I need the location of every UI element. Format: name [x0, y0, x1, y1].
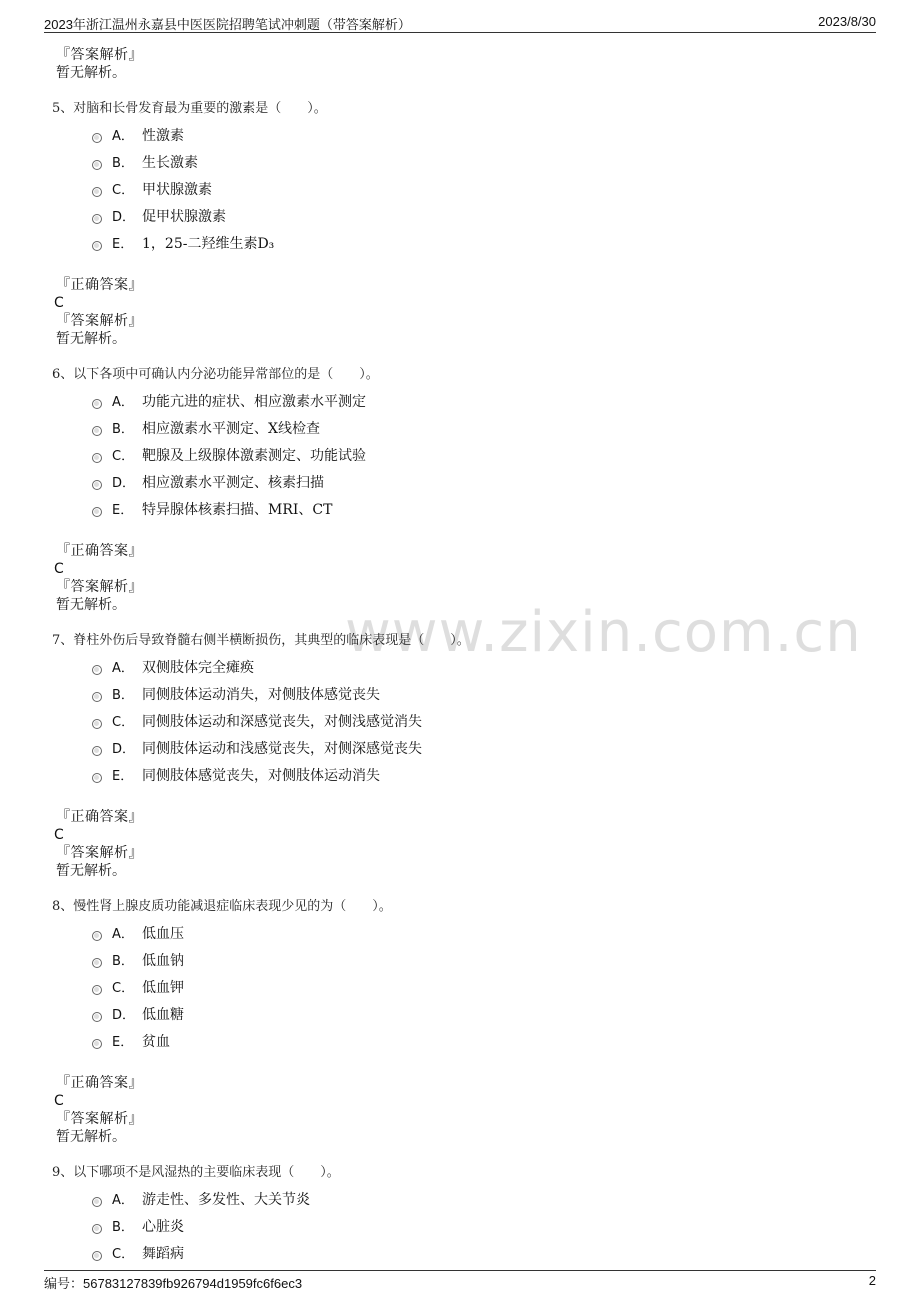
radio-icon[interactable]: [92, 931, 102, 941]
analysis-text: 暂无解析。: [56, 65, 126, 81]
correct-answer-label: 『正确答案』: [56, 1075, 143, 1091]
option-key: B．: [112, 156, 134, 171]
option-key: B．: [112, 688, 134, 703]
page-number: 2: [868, 1273, 876, 1288]
question-8: [52, 898, 872, 1146]
correct-answer: C: [54, 295, 64, 311]
option-key: E．: [112, 237, 134, 252]
radio-icon[interactable]: [92, 985, 102, 995]
analysis-label: 『答案解析』: [56, 1111, 143, 1127]
option-text: 相应激素水平测定、核素扫描: [142, 474, 324, 491]
option-text: 低血压: [142, 925, 184, 942]
option-a[interactable]: [92, 1185, 872, 1212]
answer-block: [52, 808, 872, 880]
option-list: [92, 387, 872, 522]
option-d[interactable]: [92, 1000, 872, 1027]
option-b[interactable]: [92, 148, 872, 175]
option-text: 游走性、多发性、大关节炎: [142, 1191, 310, 1208]
radio-icon[interactable]: [92, 692, 102, 702]
option-text: 同侧肢体运动和浅感觉丧失，对侧深感觉丧失: [142, 740, 422, 757]
option-text: 特异腺体核素扫描、MRI、CT: [142, 501, 333, 518]
page-footer: [44, 1270, 876, 1295]
page-content: [52, 46, 872, 1266]
analysis-label: 『答案解析』: [56, 313, 143, 329]
radio-icon[interactable]: [92, 187, 102, 197]
question-stem: 6、以下各项中可确认内分泌功能异常部位的是（ ）。: [52, 367, 379, 382]
option-key: D．: [112, 476, 136, 491]
radio-icon[interactable]: [92, 160, 102, 170]
option-e[interactable]: [92, 495, 872, 522]
question-9: [52, 1164, 872, 1266]
option-text: 功能亢进的症状、相应激素水平测定: [142, 393, 366, 410]
radio-icon[interactable]: [92, 1039, 102, 1049]
option-a[interactable]: [92, 121, 872, 148]
option-key: C．: [112, 715, 135, 730]
option-list: [92, 653, 872, 788]
radio-icon[interactable]: [92, 665, 102, 675]
option-a[interactable]: [92, 387, 872, 414]
option-key: C．: [112, 449, 135, 464]
option-list: [92, 1185, 872, 1266]
option-text: 贫血: [142, 1033, 170, 1050]
answer-block: [52, 542, 872, 614]
correct-answer-label: 『正确答案』: [56, 543, 143, 559]
option-text: 1，25-二羟维生素D₃: [142, 235, 275, 252]
option-text: 低血钠: [142, 952, 184, 969]
question-stem: 7、脊柱外伤后导致脊髓右侧半横断损伤，其典型的临床表现是（ ）。: [52, 633, 470, 648]
option-key: E．: [112, 1035, 134, 1050]
option-c[interactable]: [92, 175, 872, 202]
option-e[interactable]: [92, 1027, 872, 1054]
option-c[interactable]: [92, 1239, 872, 1266]
analysis-label: 『答案解析』: [56, 845, 143, 861]
option-b[interactable]: [92, 1212, 872, 1239]
option-key: C．: [112, 981, 135, 996]
correct-answer: C: [54, 561, 64, 577]
option-key: E．: [112, 769, 134, 784]
radio-icon[interactable]: [92, 399, 102, 409]
option-list: [92, 919, 872, 1054]
radio-icon[interactable]: [92, 1197, 102, 1207]
radio-icon[interactable]: [92, 746, 102, 756]
answer-block: [52, 1074, 872, 1146]
option-key: E．: [112, 503, 134, 518]
analysis-text: 暂无解析。: [56, 597, 126, 613]
option-b[interactable]: [92, 946, 872, 973]
option-text: 同侧肢体运动消失，对侧肢体感觉丧失: [142, 686, 380, 703]
question-6: [52, 366, 872, 614]
option-key: C．: [112, 183, 135, 198]
radio-icon[interactable]: [92, 507, 102, 517]
option-key: D．: [112, 210, 136, 225]
watermark: www.zixin.com.cn: [345, 600, 862, 665]
option-key: B．: [112, 954, 134, 969]
option-text: 甲状腺激素: [142, 181, 212, 198]
option-b[interactable]: [92, 414, 872, 441]
option-b[interactable]: [92, 680, 872, 707]
correct-answer: C: [54, 1093, 64, 1109]
option-key: A．: [112, 129, 134, 144]
correct-answer-label: 『正确答案』: [56, 809, 143, 825]
option-key: B．: [112, 1220, 134, 1235]
analysis-text: 暂无解析。: [56, 331, 126, 347]
question-7: [52, 632, 872, 880]
option-key: C．: [112, 1247, 135, 1262]
question-stem: 9、以下哪项不是风湿热的主要临床表现（ ）。: [52, 1165, 340, 1180]
option-c[interactable]: [92, 707, 872, 734]
option-text: 促甲状腺激素: [142, 208, 226, 225]
option-key: A．: [112, 927, 134, 942]
radio-icon[interactable]: [92, 1224, 102, 1234]
radio-icon[interactable]: [92, 214, 102, 224]
radio-icon[interactable]: [92, 1251, 102, 1261]
radio-icon[interactable]: [92, 426, 102, 436]
radio-icon[interactable]: [92, 958, 102, 968]
option-a[interactable]: [92, 919, 872, 946]
radio-icon[interactable]: [92, 719, 102, 729]
answer-block: [52, 276, 872, 348]
option-text: 双侧肢体完全瘫痪: [142, 659, 254, 676]
option-e[interactable]: [92, 229, 872, 256]
question-stem: 5、对脑和长骨发育最为重要的激素是（ ）。: [52, 101, 327, 116]
option-text: 靶腺及上级腺体激素测定、功能试验: [142, 447, 366, 464]
option-list: [92, 121, 872, 256]
option-text: 低血钾: [142, 979, 184, 996]
option-key: D．: [112, 1008, 136, 1023]
option-text: 相应激素水平测定、X线检查: [142, 420, 320, 437]
radio-icon[interactable]: [92, 241, 102, 251]
option-key: A．: [112, 395, 134, 410]
radio-icon[interactable]: [92, 133, 102, 143]
option-a[interactable]: [92, 653, 872, 680]
analysis-label: 『答案解析』: [56, 579, 143, 595]
radio-icon[interactable]: [92, 773, 102, 783]
question-stem: 8、慢性肾上腺皮质功能减退症临床表现少见的为（ ）。: [52, 899, 392, 914]
document-date: 2023/8/30: [818, 14, 876, 29]
option-e[interactable]: [92, 761, 872, 788]
radio-icon[interactable]: [92, 1012, 102, 1022]
page-header: [44, 12, 876, 33]
option-text: 舞蹈病: [142, 1245, 184, 1262]
option-text: 同侧肢体运动和深感觉丧失，对侧浅感觉消失: [142, 713, 422, 730]
option-key: B．: [112, 422, 134, 437]
option-key: A．: [112, 1193, 134, 1208]
option-d[interactable]: [92, 734, 872, 761]
option-text: 同侧肢体感觉丧失，对侧肢体运动消失: [142, 767, 380, 784]
radio-icon[interactable]: [92, 453, 102, 463]
question-5: [52, 100, 872, 348]
option-text: 性激素: [142, 127, 184, 144]
option-c[interactable]: [92, 973, 872, 1000]
document-title: 2023年浙江温州永嘉县中医医院招聘笔试冲刺题（带答案解析）: [44, 17, 411, 32]
option-c[interactable]: [92, 441, 872, 468]
analysis-label: 『答案解析』: [56, 47, 143, 63]
option-d[interactable]: [92, 468, 872, 495]
analysis-text: 暂无解析。: [56, 1129, 126, 1145]
option-text: 生长激素: [142, 154, 198, 171]
correct-answer: C: [54, 827, 64, 843]
option-d[interactable]: [92, 202, 872, 229]
option-key: A．: [112, 661, 134, 676]
option-text: 低血糖: [142, 1006, 184, 1023]
correct-answer-label: 『正确答案』: [56, 277, 143, 293]
radio-icon[interactable]: [92, 480, 102, 490]
document-code: 编号：56783127839fb926794d1959fc6f6ec3: [44, 1276, 303, 1291]
analysis-text: 暂无解析。: [56, 863, 126, 879]
option-key: D．: [112, 742, 136, 757]
option-text: 心脏炎: [142, 1218, 184, 1235]
intro-analysis: [52, 46, 872, 82]
